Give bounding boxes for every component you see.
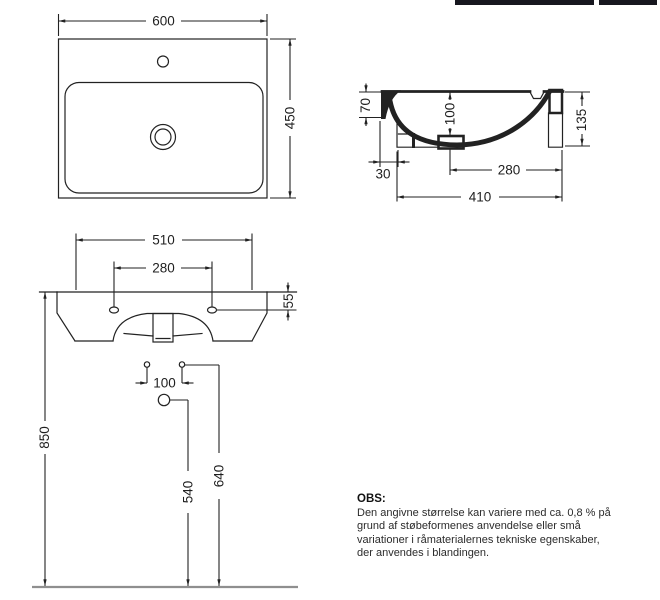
- dim-top-depth-label: 450: [282, 106, 298, 130]
- faucet-hole: [158, 56, 169, 67]
- back-outline: [57, 292, 267, 341]
- basin-outer-rim: [59, 39, 268, 198]
- dim-side-back-height-label: 135: [574, 108, 590, 132]
- drain-outlet-point: [158, 394, 169, 405]
- side-notch: [530, 92, 544, 99]
- top-view-drawing: [59, 14, 298, 198]
- dim-install-supply-spacing-label: 100: [153, 375, 176, 391]
- dim-back-hole-offset-label: 55: [281, 293, 297, 309]
- dim-install-supply-height-label: 640: [211, 464, 227, 488]
- back-arch: [113, 314, 213, 342]
- obs-note-line: Den angivne størrelse kan variere med ca. 0,8 % på: [357, 506, 611, 519]
- obs-note-line: der anvendes i blandingen.: [357, 547, 490, 560]
- dim-back-hole-spacing-label: 280: [152, 260, 175, 276]
- fixing-hole-left: [110, 307, 119, 313]
- obs-note-line: variationer i råmaterialernes tekniske egenskaber,: [357, 533, 600, 546]
- back-view-drawing: [40, 233, 297, 342]
- dim-side-front-edge-label: 70: [358, 97, 374, 114]
- supply-point-right: [179, 362, 184, 367]
- dim-side-front-offset-label: 30: [375, 166, 391, 182]
- obs-note: [357, 493, 649, 561]
- dim-side-total-depth-label: 410: [468, 189, 492, 205]
- side-view-drawing: [358, 84, 590, 205]
- dim-side-basin-depth-label: 100: [442, 102, 458, 126]
- dim-back-width-label: 510: [152, 232, 175, 248]
- dim-install-drain-height-label: 540: [180, 480, 196, 504]
- dim-install-rim-height-label: 850: [37, 426, 53, 449]
- basin-inner-bowl: [65, 83, 263, 194]
- dim-top-width-label: 600: [152, 13, 175, 29]
- back-wall: [549, 113, 563, 147]
- fixing-hole-section: [550, 90, 563, 113]
- obs-note-line: grund af støbeformenes anvendelse eller små: [357, 520, 581, 533]
- drain-channel: [153, 314, 173, 343]
- fixing-hole-right: [208, 307, 217, 313]
- supply-point-left: [144, 362, 149, 367]
- obs-note-title: OBS:: [357, 493, 386, 505]
- drain-hole-outer: [151, 125, 176, 150]
- drain-hole-inner: [155, 129, 171, 145]
- dim-side-drain-to-back-label: 280: [497, 162, 521, 178]
